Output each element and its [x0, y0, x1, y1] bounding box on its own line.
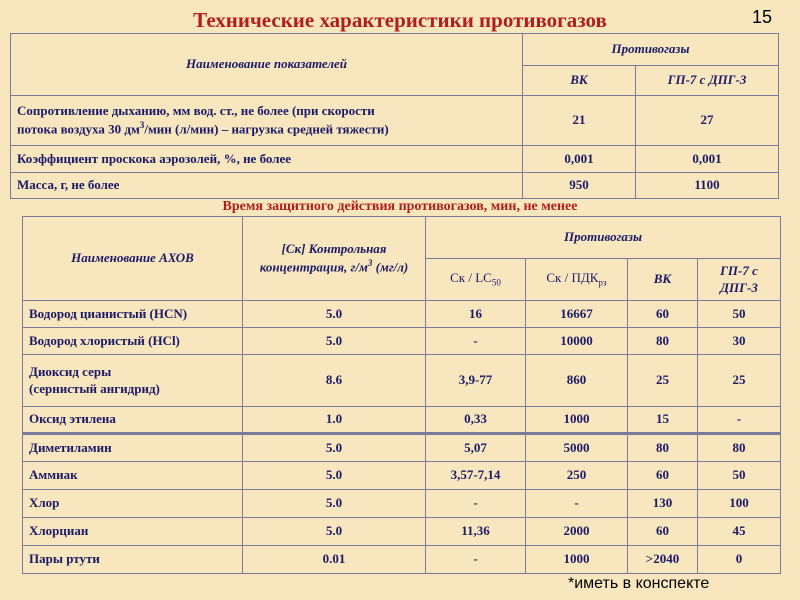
header-ck-pdk-sub: рз	[598, 277, 607, 288]
table-row	[23, 355, 781, 407]
cell-vk: 950	[523, 173, 636, 199]
row-name-sup: 3	[139, 119, 145, 130]
cell-gp7: 25	[698, 355, 781, 407]
header-gasmasks: Противогазы	[426, 217, 781, 259]
cell-vk: 60	[628, 301, 698, 328]
cell-lc50: -	[426, 490, 526, 518]
table-row	[11, 146, 779, 173]
header-ck-lc50-text: Ск / LC	[450, 269, 492, 285]
cell-lc50: 3,57-7,14	[426, 462, 526, 490]
header-concentration	[243, 217, 426, 301]
protection-time-table	[22, 216, 781, 574]
cell-gp7: 0	[698, 546, 781, 574]
header-ck-lc50-sub: 50	[491, 277, 501, 288]
section-subtitle: Время защитного действия противогазов, мин, не менее	[222, 199, 578, 214]
cell-lc50: 11,36	[426, 518, 526, 546]
table-row	[23, 490, 781, 518]
header-gp7: ГП-7 с ДПГ-3	[636, 66, 779, 96]
cell-vk: 60	[628, 518, 698, 546]
cell-lc50: 16	[426, 301, 526, 328]
cell-lc50: -	[426, 328, 526, 355]
row-name: Коэффициент проскока аэрозолей, %, не более	[11, 146, 523, 173]
cell-pdk: 1000	[526, 546, 628, 574]
page-number: 15	[752, 7, 773, 27]
row-name: Пары ртути	[23, 546, 243, 574]
cell-gp7: 1100	[636, 173, 779, 199]
row-name: Водород цианистый (HCN)	[23, 301, 243, 328]
row-name	[23, 355, 243, 407]
table-row	[23, 434, 781, 462]
row-name: Хлорциан	[23, 518, 243, 546]
cell-vk: 60	[628, 462, 698, 490]
row-name: Хлор	[23, 490, 243, 518]
cell-vk: 130	[628, 490, 698, 518]
header-ck-lc50	[426, 259, 526, 301]
gasmask-specs-table	[10, 33, 779, 199]
footnote: *иметь в конспекте	[568, 575, 710, 592]
row-name: Аммиак	[23, 462, 243, 490]
cell-vk: 21	[523, 96, 636, 146]
header-concentration-sup: 3	[367, 257, 373, 268]
cell-gp7: 27	[636, 96, 779, 146]
header-ck-pdk-text: Ск / ПДК	[546, 269, 599, 285]
table-row	[11, 96, 779, 146]
header-indicator-name: Наименование показателей	[11, 34, 523, 96]
cell-conc: 8.6	[243, 355, 426, 407]
row-name-line2: потока воздуха 30 дм	[17, 121, 140, 137]
table-row	[11, 173, 779, 199]
header-gasmasks: Противогазы	[523, 34, 779, 66]
cell-pdk: 2000	[526, 518, 628, 546]
row-name	[11, 96, 523, 146]
cell-vk: 80	[628, 328, 698, 355]
cell-vk: 0,001	[523, 146, 636, 173]
cell-conc: 5.0	[243, 462, 426, 490]
header-vk: ВК	[523, 66, 636, 96]
row-name: Диметиламин	[23, 434, 243, 462]
cell-conc: 5.0	[243, 328, 426, 355]
row-name-line1: Диоксид серы	[29, 363, 112, 379]
table-row	[23, 407, 781, 434]
table-row	[23, 301, 781, 328]
cell-vk: >2040	[628, 546, 698, 574]
cell-conc: 1.0	[243, 407, 426, 434]
cell-gp7: 45	[698, 518, 781, 546]
header-ck-pdk	[526, 259, 628, 301]
cell-pdk: 5000	[526, 434, 628, 462]
cell-pdk: 860	[526, 355, 628, 407]
table-row	[23, 462, 781, 490]
cell-gp7: 30	[698, 328, 781, 355]
cell-gp7: 50	[698, 301, 781, 328]
cell-lc50: 3,9-77	[426, 355, 526, 407]
cell-conc: 5.0	[243, 301, 426, 328]
table-row	[23, 546, 781, 574]
cell-conc: 0.01	[243, 546, 426, 574]
cell-pdk: 250	[526, 462, 628, 490]
cell-pdk: 16667	[526, 301, 628, 328]
row-name-line2-post: /мин (л/мин) – нагрузка средней тяжести)	[144, 121, 389, 137]
cell-lc50: -	[426, 546, 526, 574]
header-concentration-text: [Ск] Контрольная концентрация, г/м	[259, 240, 387, 275]
cell-lc50: 0,33	[426, 407, 526, 434]
table-row	[23, 328, 781, 355]
header-gp7: ГП-7 с ДПГ-3	[698, 259, 781, 301]
cell-gp7: 0,001	[636, 146, 779, 173]
cell-conc: 5.0	[243, 490, 426, 518]
row-name-line1: Сопротивление дыханию, мм вод. ст., не более (при скорости	[17, 102, 375, 118]
row-name: Водород хлористый (HCl)	[23, 328, 243, 355]
cell-vk: 15	[628, 407, 698, 434]
cell-gp7: -	[698, 407, 781, 434]
cell-gp7: 100	[698, 490, 781, 518]
table-row	[23, 518, 781, 546]
cell-gp7: 80	[698, 434, 781, 462]
cell-conc: 5.0	[243, 518, 426, 546]
header-substance-name: Наименование АХОВ	[23, 217, 243, 301]
cell-gp7: 50	[698, 462, 781, 490]
cell-pdk: 1000	[526, 407, 628, 434]
cell-pdk: -	[526, 490, 628, 518]
cell-vk: 80	[628, 434, 698, 462]
cell-pdk: 10000	[526, 328, 628, 355]
row-name: Масса, г, не более	[11, 173, 523, 199]
header-vk: ВК	[628, 259, 698, 301]
cell-conc: 5.0	[243, 434, 426, 462]
cell-vk: 25	[628, 355, 698, 407]
page-title: Технические характеристики противогазов	[193, 8, 607, 32]
row-name-line2: (сернистый ангидрид)	[29, 380, 160, 396]
cell-lc50: 5,07	[426, 434, 526, 462]
header-concentration-unit: (мг/л)	[372, 259, 409, 275]
row-name: Оксид этилена	[23, 407, 243, 434]
